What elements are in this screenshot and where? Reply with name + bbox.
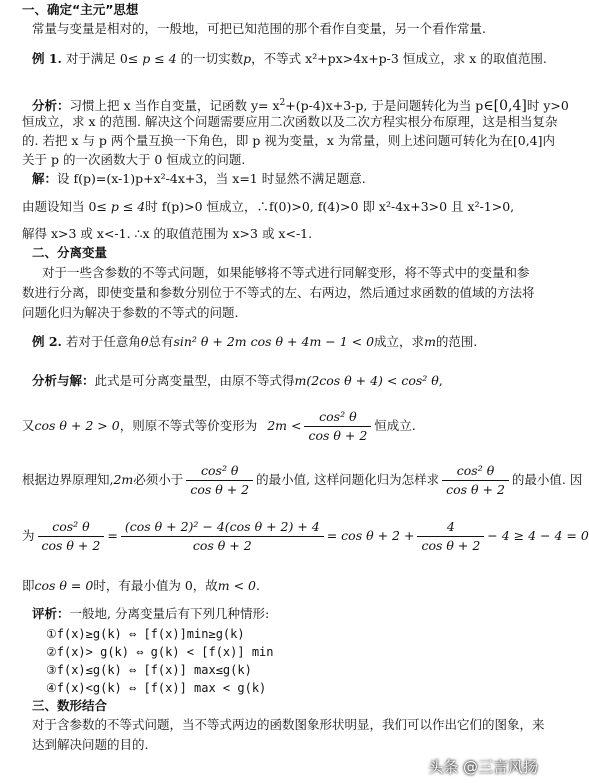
equivalent-inequality-line	[22, 408, 542, 448]
example-2-text-d: 的范围.	[435, 334, 478, 349]
solution-1-line-1	[32, 171, 542, 187]
solution-1-inequality: ≤ p ≤ 4	[96, 199, 146, 214]
example-2-inequality: sin² θ + 2m cos θ + 4m − 1 < 0	[173, 334, 375, 349]
conclusion-line	[22, 578, 542, 594]
solution-1-line-3: 解得 x>3 或 x<-1. ∴x 的取值范围为 x>3 或 x<-1.	[22, 226, 313, 241]
section-2-para-2: 数进行分离，即使变量和参数分别位于不等式的左、右两边，然后通过求函数的值域的方法将	[22, 285, 535, 300]
section-1-intro: 常量与变量是相对的，一般地，可把已知范围的那个看作自变量，另一个看作常量.	[32, 21, 486, 36]
solution-1-text-a: 由题设知当 0	[22, 199, 97, 214]
example-1-text-a: 对于满足 0	[65, 51, 128, 66]
analysis-2-comma: ,	[438, 373, 443, 388]
text-equivalent: ，则原不等式等价变形为	[119, 418, 258, 433]
eq-expanded-numerator: (cos θ + 2)² − 4(cos θ + 2) + 4	[121, 518, 324, 537]
review-line	[32, 606, 542, 622]
text-ji: 即	[22, 578, 35, 593]
analysis-1-line-1	[32, 95, 569, 114]
eq-middle: = cos θ + 2 +	[326, 528, 415, 543]
cos-equals-zero: cos θ = 0	[34, 578, 94, 593]
section-3-para-2: 达到解决问题的目的.	[32, 737, 149, 752]
review-label: 评析：	[32, 606, 70, 621]
example-1-variable-p: p	[243, 51, 252, 66]
text-how-to-find: 的最小值, 这样问题化归为怎样求	[256, 472, 440, 487]
inequality-2m-lt: 2m <	[267, 418, 302, 433]
section-2-para-3: 问题化归为解决于参数的不等式的问题.	[22, 305, 239, 320]
example-1-label: 例 1.	[32, 51, 62, 66]
fraction-1-denominator: cos θ + 2	[190, 482, 250, 497]
example-2-m: m	[424, 334, 436, 349]
eq-tail: − 4 ≥ 4 − 4 = 0	[487, 528, 589, 543]
derivation-equation-line	[22, 516, 589, 560]
analysis-1-superscript: 2	[279, 98, 286, 108]
analysis-1-text-c: +(p-4)x+3-p, 于是问题转化为当 p	[285, 98, 484, 113]
term-2m: 2m	[113, 472, 134, 487]
analysis-1-line-3: 的. 若把 x 与 p 两个量互换一下角色，即 p 视为变量，x 为常量，则上述问题可转化为在[0,4]内	[22, 133, 555, 148]
solution-1-text-c: 时 f(p)>0 恒成立，∴f(0)>0, f(4)>0 即 x²-4x+3>0 且 x²-1>0,	[145, 199, 515, 214]
analysis-1-text-a: 习惯上把 x 当作自变量，记函数 y= x	[69, 98, 280, 113]
solution-1-line-2	[22, 199, 542, 215]
solution-1-label: 解：	[32, 171, 58, 186]
eq-expanded-denominator: cos θ + 2	[192, 538, 252, 553]
eq-4-denominator: cos θ + 2	[421, 538, 481, 553]
example-2-text-b: 总有	[148, 334, 174, 349]
analysis-2-line-1	[32, 373, 542, 389]
section-2-title: 二、分离变量	[32, 245, 108, 260]
eq-equals-1: =	[107, 528, 118, 543]
fraction-1-numerator: cos² θ	[186, 462, 253, 481]
eq-fraction-left	[38, 518, 105, 555]
example-2-theta: θ	[140, 334, 149, 349]
section-2-para-1: 对于一些含参数的不等式问题，如果能够将不等式进行同解变形，将不等式中的变量和参	[42, 265, 530, 280]
example-1	[32, 51, 547, 67]
text-minimum-because: 的最小值. 因	[511, 472, 583, 487]
example-2-text-a: 若对于任意角	[65, 334, 141, 349]
example-1-text-c: ，不等式 x²+px>4x+p-3 恒成立，求 x 的取值范围.	[251, 51, 547, 66]
review-text: 一般地, 分离变量后有下列几种情形:	[69, 606, 270, 621]
section-1-title: 一、确定“主元”思想	[22, 2, 139, 17]
case-1: ①f(x)≥g(k) ⇔ [f(x)]min≥g(k)	[46, 627, 245, 641]
case-4: ④f(x)<g(k) ⇔ [f(x)] max < g(k)	[46, 681, 267, 695]
text-must-be-less: 必须小于	[133, 472, 184, 487]
section-3-title: 三、数形结合	[32, 698, 108, 713]
case-2: ②f(x)> g(k) ⇔ g(k) < [f(x)] min	[46, 645, 274, 659]
eq-fraction-expanded	[121, 518, 324, 555]
example-2-label: 例 2.	[32, 334, 62, 349]
fraction-2	[442, 462, 509, 499]
analysis-1-line-2: 恒成立，求 x 的范围. 解决这个问题需要应用二次函数以及二次方程实根分布原理，这是相当复杂	[22, 114, 558, 129]
eq-fraction-4	[417, 518, 484, 555]
eq-4-numerator: 4	[417, 518, 484, 537]
eq-left-numerator: cos² θ	[38, 518, 105, 537]
fraction-denominator: cos θ + 2	[308, 428, 368, 443]
text-boundary: 根据边界原理知,	[22, 472, 114, 487]
fraction-2-denominator: cos θ + 2	[446, 482, 505, 497]
analysis-2-label: 分析与解：	[32, 373, 95, 388]
solution-1-text: 设 f(p)=(x-1)p+x²-4x+3，当 x=1 时显然不满足题意.	[57, 171, 366, 186]
text-min-value: 时，有最小值为 0，故	[93, 578, 218, 593]
section-3-para-1: 对于含参数的不等式问题，当不等式两边的函数图象形状明显，我们可以作出它们的图象，来	[32, 717, 545, 732]
watermark: 头条 @三言风扬	[428, 758, 538, 776]
example-2-text-c: 成立，求	[374, 334, 425, 349]
fraction-numerator: cos² θ	[304, 408, 371, 427]
analysis-2-text: 此式是可分离变量型，由原不等式得	[94, 373, 295, 388]
example-1-text-b: 的一切实数	[180, 51, 244, 66]
analysis-1-text-e: 时 y>0	[526, 98, 569, 113]
text-wei: 为	[22, 528, 35, 543]
text-always-holds: 恒成立.	[374, 418, 416, 433]
case-3: ③f(x)≤g(k) ⇔ [f(x)] max≤g(k)	[46, 663, 252, 677]
text-you: 又	[22, 418, 35, 433]
boundary-principle-line	[22, 462, 583, 502]
text-period: .	[256, 578, 260, 593]
analysis-1-interval: ∈[0,4]	[483, 98, 527, 114]
example-2	[32, 334, 542, 350]
analysis-1-line-4: 关于 p 的一次函数大于 0 恒成立的问题.	[22, 152, 246, 167]
analysis-2-inequality: m(2cos θ + 4) < cos² θ	[294, 373, 439, 388]
m-less-than-zero: m < 0	[217, 578, 257, 593]
fraction-2-numerator: cos² θ	[442, 462, 509, 481]
analysis-1-label: 分析：	[32, 98, 70, 113]
fraction-1	[186, 462, 253, 499]
cos-positive-condition: cos θ + 2 > 0	[34, 418, 120, 433]
eq-left-denominator: cos θ + 2	[41, 538, 101, 553]
fraction-cos2-over-cos-plus-2	[304, 408, 371, 445]
example-1-inequality: ≤ p ≤ 4	[127, 51, 177, 66]
